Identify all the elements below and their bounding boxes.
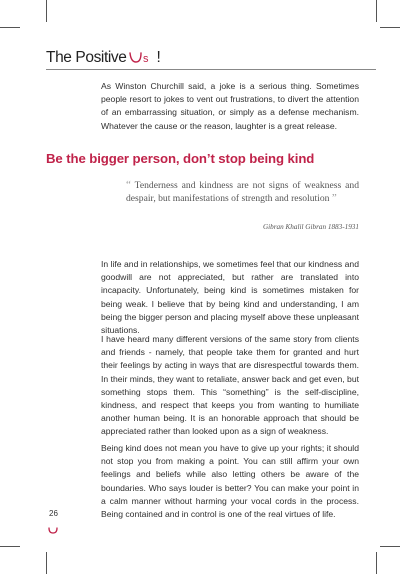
- crop-mark: [0, 546, 20, 547]
- crop-mark: [380, 546, 400, 547]
- header-suffix: !: [156, 49, 161, 66]
- page-number: 26: [49, 509, 58, 518]
- section-heading: Be the bigger person, don’t stop being kind: [46, 151, 315, 166]
- intro-paragraph: As Winston Churchill said, a joke is a serious thing. Sometimes people resort to jokes to vent out frustrations, to divert the attention of an embarrassing situation, or simply as a defense mechanism. Whatever the cause or the reason, laughter is a great release.: [101, 81, 359, 131]
- open-quote-mark: “: [126, 179, 131, 191]
- header-rule: [46, 69, 376, 70]
- crop-mark: [46, 552, 47, 574]
- crop-mark: [380, 27, 400, 28]
- svg-text:s: s: [142, 53, 148, 65]
- quote-attribution: Gibran Khalil Gibran 1883-1931: [262, 223, 359, 231]
- crop-mark: [0, 27, 20, 28]
- body-paragraph: I have heard many different versions of the same story from clients and friends - namely, that people take them for granted and hurt their feelings by acting in ways that are disrespectful towards them. In their minds, they want to retaliate, answer back and get even, but something stops them. This “something” is the self-discipline, kindness, and respect that keeps you from wanting to humiliate another human being. It is an honorable approach that should be appreciated rather than looked upon as a sign of weakness.: [101, 334, 359, 437]
- body-paragraph: In life and in relationships, we sometimes feel that our kindness and goodwill are not appreciated, but rather are translated into incapacity. Unfortunately, being kind is sometimes mistaken for being weak. I believe that by being kind and understanding, I am being the bigger person and placing myself above these unpleasant situations.: [101, 259, 359, 336]
- crop-mark: [46, 0, 47, 22]
- pull-quote: [126, 179, 359, 205]
- body-paragraph: Being kind does not mean you have to give up your rights; it should not stop you from making a point. You can still affirm your own feelings and beliefs while also letting others be aware of the boundaries. Who says louder is better? You can make your point in a calm manner without harming your vocal cords in the process. Being contained and in control is one of the real virtues of life.: [101, 443, 359, 520]
- quote-text: Tenderness and kindness are not signs of weakness and despair, but manifestations of strength and resolution: [126, 180, 359, 204]
- close-quote-mark: ”: [331, 192, 337, 204]
- header-title: The Positive: [46, 49, 127, 66]
- positive-us-logo: [128, 51, 154, 65]
- running-header: [46, 48, 161, 67]
- crop-mark: [376, 0, 377, 22]
- crop-mark: [376, 552, 377, 574]
- smile-icon: [48, 521, 58, 528]
